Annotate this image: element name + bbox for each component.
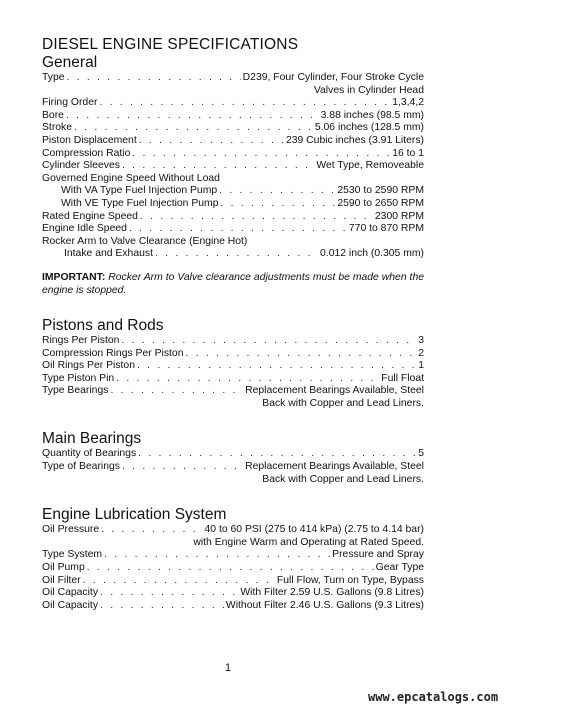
spec-label: With VE Type Fuel Injection Pump — [61, 197, 219, 209]
spec-row-stroke — [42, 122, 424, 135]
spec-label: Compression Rings Per Piston — [42, 347, 184, 359]
dot-leader — [220, 198, 335, 211]
spec-value: 1 — [418, 360, 424, 372]
spec-value: Full Flow, Turn on Type, Bypass — [276, 574, 424, 586]
dot-leader — [137, 360, 416, 373]
spec-label: Oil Rings Per Piston — [42, 360, 135, 372]
spec-value: With Filter 2.59 U.S. Gallons (9.8 Litres) — [240, 587, 424, 599]
section-heading-general: General — [42, 54, 98, 71]
spec-continuation: Back with Copper and Lead Liners. — [262, 397, 424, 409]
spec-value: 0.012 inch (0.305 mm) — [320, 248, 424, 260]
spec-row-oil-capacity-with — [42, 587, 424, 600]
spec-label: Oil Pressure — [42, 524, 100, 536]
spec-row-compression-rings — [42, 348, 424, 361]
spec-row-oil-filter — [42, 575, 424, 588]
spec-value: 2590 to 2650 RPM — [337, 197, 424, 209]
spec-continuation: Valves in Cylinder Head — [313, 84, 424, 96]
spec-row-ve-pump — [42, 198, 424, 211]
dot-leader — [66, 110, 319, 123]
dot-leader — [219, 185, 335, 198]
spec-row-piston-pin — [42, 373, 424, 386]
spec-label: Type Piston Pin — [42, 372, 115, 384]
important-note — [42, 271, 424, 297]
important-text: Rocker Arm to Valve clearance adjustments must be made when the engine is stopped. — [42, 271, 424, 296]
spec-row-oil-pressure — [42, 524, 424, 537]
spec-label: Type of Bearings — [42, 461, 120, 473]
spec-group-label: Governed Engine Speed Without Load — [42, 172, 220, 184]
spec-label: Type — [42, 72, 65, 83]
spec-label: Bore — [42, 109, 64, 121]
spec-value: 5 — [418, 448, 424, 460]
spec-label: Rings Per Piston — [42, 334, 120, 346]
spec-label: With VA Type Fuel Injection Pump — [61, 185, 218, 197]
spec-continuation: with Engine Warm and Operating at Rated Speed. — [193, 536, 424, 548]
section-heading-lubrication: Engine Lubrication System — [42, 506, 227, 524]
dot-leader — [140, 211, 373, 224]
dot-leader — [83, 575, 275, 588]
spec-row-oil-rings — [42, 360, 424, 373]
dot-leader — [138, 448, 416, 461]
spec-row-compression — [42, 148, 424, 161]
spec-label: Intake and Exhaust — [64, 248, 153, 260]
watermark: www.epcatalogs.com — [368, 690, 499, 704]
dot-leader — [121, 335, 416, 348]
dot-leader — [122, 461, 243, 474]
spec-label: Engine Idle Speed — [42, 223, 127, 235]
spec-value: 770 to 870 RPM — [348, 223, 424, 235]
spec-row-type-system — [42, 549, 424, 562]
page-number: 1 — [225, 662, 232, 674]
spec-group-label: Rocker Arm to Valve Clearance (Engine Hot) — [42, 235, 248, 247]
spec-value: 3.88 inches (98.5 mm) — [320, 109, 424, 121]
dot-leader — [101, 524, 202, 537]
spec-label: Piston Displacement — [42, 134, 137, 146]
dot-leader — [100, 587, 238, 600]
spec-label: Firing Order — [42, 97, 98, 109]
spec-value: Replacement Bearings Available, Steel — [245, 385, 424, 397]
spec-row-va-pump — [42, 185, 424, 198]
spec-value: 2300 RPM — [374, 210, 424, 222]
dot-leader — [122, 160, 314, 173]
dot-leader — [74, 122, 313, 135]
spec-value: 16 to 1 — [392, 147, 424, 159]
dot-leader — [100, 600, 224, 613]
spec-page — [42, 36, 424, 612]
spec-label: Type Bearings — [42, 385, 109, 397]
dot-leader — [104, 549, 330, 562]
spec-label: Quantity of Bearings — [42, 448, 137, 460]
spec-row-idle-speed — [42, 223, 424, 236]
dot-leader — [139, 135, 284, 148]
section-heading-pistons: Pistons and Rods — [42, 316, 164, 334]
dot-leader — [186, 348, 417, 361]
dot-leader — [129, 223, 347, 236]
spec-label: Oil Capacity — [42, 599, 99, 611]
spec-value: 1,3,4,2 — [392, 97, 424, 109]
spec-value: 239 Cubic inches (3.91 Liters) — [285, 134, 424, 146]
spec-value: Wet Type, Removeable — [316, 160, 424, 172]
important-label: IMPORTANT: — [42, 271, 106, 283]
spec-value: 2 — [418, 347, 424, 359]
spec-row-displacement — [42, 135, 424, 148]
spec-value: 2530 to 2590 RPM — [337, 185, 424, 197]
dot-leader — [116, 373, 379, 386]
dot-leader — [87, 562, 374, 575]
spec-label: Oil Capacity — [42, 587, 99, 599]
spec-value: 3 — [418, 334, 424, 346]
spec-row-piston-bearings — [42, 385, 424, 398]
spec-value: 5.06 inches (128.5 mm) — [314, 122, 424, 134]
spec-label: Compression Ratio — [42, 147, 131, 159]
dot-leader — [155, 248, 318, 261]
dot-leader — [99, 97, 390, 110]
spec-value: D239, Four Cylinder, Four Stroke Cycle — [242, 72, 424, 83]
spec-row-bore — [42, 110, 424, 123]
spec-row-bearing-quantity — [42, 448, 424, 461]
spec-value: Replacement Bearings Available, Steel — [245, 461, 424, 473]
dot-leader — [110, 385, 243, 398]
spec-row-intake-exhaust — [42, 248, 424, 261]
spec-value: Pressure and Spray — [332, 549, 424, 561]
spec-row-oil-pump — [42, 562, 424, 575]
spec-row-type — [42, 72, 424, 85]
page-title: DIESEL ENGINE SPECIFICATIONS — [42, 36, 299, 53]
spec-value: Without Filter 2.46 U.S. Gallons (9.3 Litres) — [225, 599, 424, 611]
spec-continuation: Back with Copper and Lead Liners. — [262, 473, 424, 485]
spec-value: Gear Type — [375, 562, 424, 574]
spec-row-oil-capacity-without — [42, 600, 424, 613]
spec-row-bearing-type — [42, 461, 424, 474]
spec-value: 40 to 60 PSI (275 to 414 kPa) (2.75 to 4.14 bar) — [204, 524, 424, 536]
spec-label: Cylinder Sleeves — [42, 160, 120, 172]
spec-label: Oil Pump — [42, 562, 85, 574]
spec-row-sleeves — [42, 160, 424, 173]
spec-row-rings — [42, 335, 424, 348]
spec-label: Rated Engine Speed — [42, 210, 138, 222]
spec-label: Stroke — [42, 122, 73, 134]
spec-row-firing-order — [42, 97, 424, 110]
spec-value: Full Float — [381, 372, 424, 384]
dot-leader — [67, 72, 241, 85]
spec-label: Type System — [42, 549, 103, 561]
spec-label: Oil Filter — [42, 574, 81, 586]
section-heading-main-bearings: Main Bearings — [42, 430, 142, 448]
dot-leader — [132, 148, 390, 161]
spec-row-rated-speed — [42, 211, 424, 224]
